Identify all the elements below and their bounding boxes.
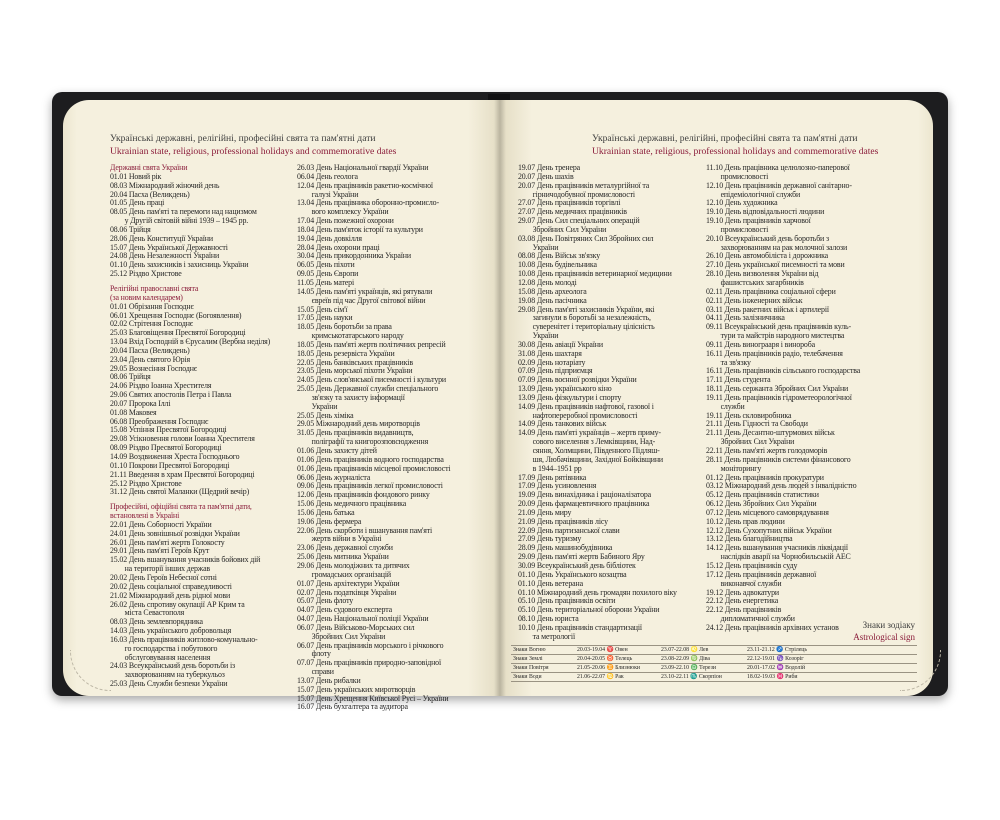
date-entry: вого комплексу України <box>297 207 389 217</box>
date-entry: 30.09 Всеукраїнський день бібліотек <box>518 560 636 570</box>
date-entry: 17.09 День рятівника <box>518 472 587 482</box>
section-heading: Професійні, офіційні свята та пам'ятні дати, <box>110 502 252 512</box>
date-entry: 20.10 Всеукраїнський день боротьби з <box>706 233 829 243</box>
date-entry: 14.09 День пам'яті українців – жертв приму- <box>518 428 661 438</box>
zodiac-element-label: Знаки Повітря <box>513 665 549 671</box>
date-entry: моніторингу <box>706 463 762 473</box>
zodiac-sign-cell: 21.05-20.06 ♊ Близнюки <box>577 665 641 671</box>
date-entry: 31.08 День шахтаря <box>518 348 582 358</box>
date-entry: 19.04 День довкілля <box>297 233 362 243</box>
date-entry: 21.02 Міжнародний день рідної мови <box>110 590 231 600</box>
section-heading: Державні свята України <box>110 163 188 172</box>
date-entry: кримськотатарського народу <box>297 331 404 341</box>
date-entry: 13.09 День українського кіно <box>518 384 612 394</box>
date-entry: епідеміологічної служби <box>706 189 801 199</box>
date-entry: 01.12 День працівників прокуратури <box>706 472 824 482</box>
date-entry: 08.06 Трійця <box>110 372 151 382</box>
zodiac-sign-cell: 23.09-22.10 ♎ Терези <box>661 665 716 671</box>
date-entry: 24.12 День працівників архівних установ <box>706 622 839 632</box>
date-entry: 06.07 День працівників морського і річкового <box>297 640 444 650</box>
date-entry: 30.04 День прикордонника України <box>297 251 411 261</box>
date-entry: 29.06 Святих апостолів Петра і Павла <box>110 390 232 400</box>
date-entry: України <box>518 242 559 252</box>
date-entry: 02.11 День інженерних військ <box>706 295 803 305</box>
date-entry: 02.11 День працівника соціальної сфери <box>706 286 836 296</box>
zodiac-sign-cell: 18.02-19.03 ♓ Риби <box>747 674 798 680</box>
date-entry: обслуговування населення <box>110 652 211 662</box>
date-entry: 06.12 День Збройних Сил України <box>706 499 817 509</box>
date-entry: 25.12 Різдво Христове <box>110 269 182 279</box>
date-entry: служби <box>706 401 745 411</box>
zodiac-sign-cell: 23.07-22.08 ♌ Лев <box>661 647 709 653</box>
date-entry: 15.06 День батька <box>297 507 355 517</box>
date-entry: 15.07 День Української Державності <box>110 242 228 252</box>
date-entry: 21.11 День Десантно-штурмових військ <box>706 428 835 438</box>
zodiac-row <box>511 664 917 673</box>
left-heading-ukrainian: Українські державні, релігійні, професійні свята та пам'ятні дати <box>110 133 376 144</box>
date-entry: 19.07 День тренера <box>518 163 580 172</box>
date-entry: тури та майстрів народного мистецтва <box>706 331 845 341</box>
date-entry: 02.02 Стрітення Господнє <box>110 319 194 329</box>
date-entry: 06.01 Хрещення Господнє (Богоявлення) <box>110 310 242 320</box>
date-entry: 15.07 День українських миротворців <box>297 684 416 694</box>
date-entry: сяння, Холмщини, Південного Підляш- <box>518 446 660 455</box>
date-entry: 07.07 День працівників природно-заповідної <box>297 658 442 668</box>
date-entry: 14.09 День працівників нафтової, газової і <box>518 401 654 411</box>
date-entry: 03.12 Міжнародний день людей з інвалідністю <box>706 481 857 491</box>
right-heading-ukrainian: Українські державні, релігійні, професійні свята та пам'ятні дати <box>592 133 858 144</box>
date-entry: 05.12 День працівників статистики <box>706 490 819 500</box>
zodiac-row <box>511 646 917 655</box>
date-entry: 24.08 День Незалежності України <box>110 251 220 261</box>
date-entry: 19.12 День адвокатури <box>706 587 779 597</box>
date-entry: 17.05 День науки <box>297 313 353 323</box>
date-entry: 23.06 День державної служби <box>297 543 393 553</box>
zodiac-element-label: Знаки Землі <box>513 656 543 662</box>
date-entry: 21.09 День працівників лісу <box>518 516 608 526</box>
zodiac-sign-cell: 23.08-22.09 ♍ Діва <box>661 656 710 662</box>
date-entry: 14.09 День танкових військ <box>518 419 607 429</box>
date-entry: 22.12 День працівників <box>706 605 782 615</box>
date-entry: 19.11 День працівників гідрометеорологічної <box>706 392 852 402</box>
date-entry: 24.05 День слов'янської писемності і культури <box>297 375 446 385</box>
date-entry: 29.07 День Сил спеціальних операцій <box>518 216 640 226</box>
date-entry: 13.07 День рибалки <box>297 675 361 685</box>
date-entry: Збройних Сил України <box>518 224 607 234</box>
date-entry: галузі України <box>297 189 359 199</box>
zodiac-row <box>511 673 917 682</box>
date-entry: 25.05 День Державної служби спеціального <box>297 384 439 394</box>
date-entry: та метрології <box>518 631 575 641</box>
date-entry: 05.07 День флоту <box>297 596 354 606</box>
zodiac-sign-cell: 21.06-22.07 ♋ Рак <box>577 674 624 680</box>
date-entry: 04.11 День залізничника <box>706 313 785 323</box>
date-entry: 01.10 День ветерана <box>518 578 583 588</box>
date-entry: 15.05 День сім'ї <box>297 304 348 314</box>
date-entry: жертв війни в Україні <box>297 534 382 544</box>
date-entry: дипломатичної служби <box>706 614 795 624</box>
date-entry: 22.11 День пам'яті жертв голодоморів <box>706 446 828 455</box>
date-entry: 02.09 День нотаріату <box>518 357 586 367</box>
date-entry: 18.11 День сержанта Збройних Сил України <box>706 384 849 394</box>
date-entry: 27.10 День української писемності та мови <box>706 260 845 270</box>
date-entry: 16.03 День працівників житлово-комунально- <box>110 634 258 644</box>
date-entry: 31.12 День святої Маланки (Щедрий вечір) <box>110 487 250 497</box>
date-entry: 19.10 День працівників харчової <box>706 216 811 226</box>
date-entry: 25.03 Благовіщення Пресвятої Богородиці <box>110 328 246 338</box>
date-entry: 07.12 День місцевого самоврядування <box>706 507 829 517</box>
date-entry: 25.03 День Служби безпеки України <box>110 679 228 689</box>
date-entry: 20.02 День Героїв Небесної сотні <box>110 572 217 582</box>
right-column-1 <box>518 164 708 642</box>
date-entry: 19.06 День фермера <box>297 516 362 526</box>
date-entry: 09.06 День працівників легкої промисловості <box>297 481 443 491</box>
date-entry: 20.07 День шахів <box>518 171 574 181</box>
date-entry: 17.04 День пожежної охорони <box>297 216 394 226</box>
date-entry: 24.06 Різдво Іоанна Хрестителя <box>110 381 212 391</box>
date-entry: 29.01 День пам'яті Героїв Крут <box>110 546 210 556</box>
date-entry: 18.05 День пам'яті жертв політичних репресій <box>297 339 446 349</box>
date-entry: загинули в боротьбі за незалежність, <box>518 313 651 323</box>
date-entry: 10.08 День будівельника <box>518 260 597 270</box>
date-entry: 22.09 День партизанської слави <box>518 525 620 535</box>
date-entry: 15.02 День вшанування учасників бойових дій <box>110 555 261 565</box>
date-entry: 08.03 День землевпорядника <box>110 617 203 627</box>
date-entry: 01.01 Новий рік <box>110 171 162 181</box>
zodiac-element-label: Знаки Вогню <box>513 647 546 653</box>
date-entry: 26.10 День автомобіліста і дорожника <box>706 251 829 261</box>
date-entry: 14.03 День українського добровольця <box>110 626 232 636</box>
date-entry: 19.08 День пасічника <box>518 295 587 305</box>
date-entry: 21.11 День Гідності та Свободи <box>706 419 808 429</box>
date-entry: міста Севастополя <box>110 608 185 618</box>
date-entry: виконавчої служби <box>706 578 782 588</box>
date-entry: 14.09 Воздвиження Хреста Господнього <box>110 452 240 461</box>
section-heading: встановлені в Україні <box>110 511 180 521</box>
date-entry: 11.05 День матері <box>297 277 354 287</box>
date-entry: 27.07 День медичних працівників <box>518 207 627 217</box>
date-entry: 26.03 День Національної гвардії України <box>297 163 429 172</box>
date-entry: 01.07 День архітектури України <box>297 578 400 588</box>
date-entry: у Другій світовій війні 1939 – 1945 рр. <box>110 216 249 226</box>
date-entry: 29.09 День пам'яті жертв Бабиного Яру <box>518 552 645 562</box>
date-entry: фашистських загарбників <box>706 277 804 287</box>
date-entry: 22.12 День енергетика <box>706 596 779 606</box>
date-entry: 13.04 Вхід Господній в Єрусалим (Вербна неділя) <box>110 337 271 347</box>
date-entry: 07.09 День воєнної розвідки України <box>518 375 637 385</box>
date-entry: 12.04 День працівників ракетно-космічної <box>297 180 433 190</box>
date-entry: 05.10 День працівників освіти <box>518 596 616 606</box>
left-heading-english: Ukrainian state, religious, professional holidays and commemorative dates <box>110 146 397 157</box>
date-entry: Збройних Сил України <box>706 437 795 447</box>
date-entry: го господарства і побутового <box>110 643 218 653</box>
date-entry: промисловості <box>706 171 769 181</box>
date-entry: 29.06 День молодіжних та дитячих <box>297 560 410 570</box>
date-entry: на території інших держав <box>110 564 211 574</box>
date-entry: 20.04 Пасха (Великдень) <box>110 189 190 199</box>
date-entry: 15.06 День медичного працівника <box>297 499 407 509</box>
date-entry: та зв'язку <box>706 357 751 367</box>
zodiac-sign-cell: 20.01-17.02 ♒ Водолій <box>747 665 806 671</box>
date-entry: 14.05 День пам'яті українців, які рятували <box>297 286 433 296</box>
date-entry: 27.07 День працівників торгівлі <box>518 198 621 208</box>
date-entry: 17.11 День студента <box>706 375 771 385</box>
date-entry: 24.03 Всеукраїнський день боротьби із <box>110 661 235 671</box>
date-entry: 01.10 Міжнародний день громадян похилого віку <box>518 587 677 597</box>
date-entry: 23.05 День морської піхоти України <box>297 366 413 376</box>
date-entry: 15.12 День працівників суду <box>706 560 798 570</box>
date-entry: в 1944–1951 рр <box>518 463 582 473</box>
date-entry: 24.01 День зовнішньої розвідки України <box>110 528 240 538</box>
zodiac-sign-cell: 23.11-21.12 ♐ Стрілець <box>747 647 808 653</box>
date-entry: 06.08 Преображення Господнє <box>110 416 209 426</box>
date-entry: 25.06 День митника України <box>297 552 389 562</box>
date-entry: 19.10 День відповідальності людини <box>706 207 825 217</box>
date-entry: 08.05 День пам'яті та перемоги над нацизмом <box>110 207 257 217</box>
date-entry: 08.09 Різдво Пресвятої Богородиці <box>110 443 222 453</box>
date-entry: України <box>518 331 559 341</box>
zodiac-sign-cell: 23.10-22.11 ♏ Скорпіон <box>661 674 722 680</box>
zodiac-sign-cell: 22.12-19.01 ♑ Козоріг <box>747 656 804 662</box>
date-entry: 28.10 День визволення України від <box>706 269 819 279</box>
date-entry: 30.08 День авіації України <box>518 339 603 349</box>
zodiac-title-ukrainian: Знаки зодіаку <box>862 620 915 630</box>
date-entry: 28.09 День машинобудівника <box>518 543 613 553</box>
date-entry: 28.06 День Конституції України <box>110 233 213 243</box>
date-entry: 12.10 День працівників державної санітарно- <box>706 180 852 190</box>
date-entry: 11.10 День працівника целюлозно-паперової <box>706 163 850 172</box>
date-entry: 26.02 День спротиву окупації АР Крим та <box>110 599 245 609</box>
zodiac-sign-cell: 20.04-20.05 ♉ Телець <box>577 656 633 662</box>
date-entry: 08.10 День юриста <box>518 614 579 624</box>
date-entry: 16.11 День працівників радіо, телебачення <box>706 348 843 358</box>
date-entry: 03.11 День ракетних військ і артилерії <box>706 304 829 314</box>
date-entry: 12.08 День молоді <box>518 277 577 287</box>
right-column-2 <box>706 164 906 633</box>
date-entry: 05.10 День територіальної оборони України <box>518 605 660 615</box>
date-entry: 09.11 День винограаря і винороба <box>706 339 815 349</box>
date-entry: 03.08 День Повітряних Сил Збройних сил <box>518 233 654 243</box>
date-entry: 16.11 День працівників сільського господарства <box>706 366 861 376</box>
date-entry: 09.11 Всеукраїнський день працівників куль- <box>706 322 851 332</box>
date-entry: 08.03 Міжнародний жіночий день <box>110 180 220 190</box>
date-entry: нафтопереробної промисловості <box>518 410 638 420</box>
date-entry: 01.06 День працівників місцевої промисловості <box>297 463 451 473</box>
date-entry: 18.05 День боротьби за права <box>297 322 392 332</box>
date-entry: поліграфії та книгорозповсюдження <box>297 437 429 447</box>
section-heading: (за новим календарем) <box>110 292 183 302</box>
date-entry: 29.05 Міжнародний день миротворців <box>297 419 420 429</box>
date-entry: 13.09 День фізкультури і спорту <box>518 392 622 402</box>
date-entry: сового виселення з Лемківщини, Над- <box>518 437 656 447</box>
zodiac-table <box>511 645 917 682</box>
date-entry: 08.08 День Військ зв'язку <box>518 251 601 261</box>
date-entry: 13.12 День благодійництва <box>706 534 793 544</box>
date-entry: 15.07 День Хрещення Київської Русі – України <box>297 693 449 703</box>
date-entry: 10.08 День працівників ветеринарної медицини <box>518 269 672 279</box>
date-entry: 19.09 День винахідника і раціоналізатора <box>518 490 652 500</box>
date-entry: 20.04 Пасха (Великдень) <box>110 345 190 355</box>
date-entry: 28.11 День працівників системи фінансового <box>706 454 851 464</box>
date-entry: 29.08 Усікновення голови Іоанна Хрестителя <box>110 434 255 444</box>
zodiac-title-english: Astrological sign <box>853 632 915 642</box>
date-entry: 10.10 День працівників стандартизації <box>518 622 642 632</box>
date-entry: 12.10 День художника <box>706 198 778 208</box>
date-entry: 22.05 День банківських працівників <box>297 357 413 367</box>
date-entry: 19.11 День скловиробника <box>706 410 792 420</box>
zodiac-row <box>511 655 917 664</box>
date-entry: 12.06 День працівників фондового ринку <box>297 490 430 500</box>
section-heading: Релігійні православні свята <box>110 283 199 293</box>
date-entry: промисловості <box>706 224 769 234</box>
date-entry: 12.12 День Сухопутних військ України <box>706 525 832 535</box>
date-entry: 15.08 Успіння Пресвятої Богородиці <box>110 425 227 435</box>
date-entry: наслідків аварії на Чорнобильській АЕС <box>706 552 851 562</box>
date-entry: 01.06 День працівників водного господарства <box>297 454 444 464</box>
date-entry: 06.04 День геолога <box>297 171 358 181</box>
date-entry: 25.05 День хіміка <box>297 410 354 420</box>
date-entry: 25.12 Різдво Христове <box>110 478 182 488</box>
date-entry: 29.05 Вознесіння Господнє <box>110 363 198 373</box>
date-entry: 01.10 День Українського козацтва <box>518 569 627 579</box>
left-column-1 <box>110 164 300 689</box>
date-entry: 18.05 День резервіста України <box>297 348 395 358</box>
date-entry: громадських організацій <box>297 569 391 579</box>
date-entry: флоту <box>297 649 331 659</box>
date-entry: 29.08 День пам'яті захисників України, які <box>518 304 655 314</box>
date-entry: євреїв під час Другої світової війни <box>297 295 426 305</box>
date-entry: 20.09 День фармацевтичного працівника <box>518 499 650 509</box>
zodiac-sign-cell: 20.03-19.04 ♈ Овен <box>577 647 628 653</box>
date-entry: захворюванням на рак молочної залози <box>706 242 848 252</box>
date-entry: України <box>297 401 338 411</box>
date-entry: 06.06 День журналіста <box>297 472 371 482</box>
right-heading-english: Ukrainian state, religious, professional holidays and commemorative dates <box>592 146 879 157</box>
date-entry: 01.08 Маковея <box>110 407 157 417</box>
date-entry: 16.07 День бухгалтера та аудитора <box>297 702 408 712</box>
date-entry: шя, Любачівщини, Західної Бойківщини <box>518 454 663 464</box>
date-entry: 01.05 День праці <box>110 198 165 208</box>
date-entry: справи <box>297 667 334 677</box>
date-entry: 04.07 День Національної поліції України <box>297 614 429 624</box>
date-entry: 07.09 День підприємця <box>518 366 593 376</box>
date-entry: 21.09 День миру <box>518 507 572 517</box>
date-entry: 01.10 День захисників і захисниць України <box>110 260 249 270</box>
date-entry: 01.10 Покрови Пресвятої Богородиці <box>110 460 230 470</box>
date-entry: захворюванням на туберкульоз <box>110 670 225 680</box>
date-entry: 06.07 День Військово-Морських сил <box>297 622 415 632</box>
date-entry: 28.04 День охорони праці <box>297 242 380 252</box>
date-entry: 10.12 День прав людини <box>706 516 785 526</box>
date-entry: 04.07 День судового експерта <box>297 605 392 615</box>
date-entry: гірничодобувної промисловості <box>518 189 635 199</box>
date-entry: суверенітет і територіальну цілісність <box>518 322 655 332</box>
date-entry: 13.04 День працівника оборонно-промисло- <box>297 198 439 208</box>
date-entry: 27.09 День туризму <box>518 534 582 544</box>
date-entry: 20.07 День працівників металургійної та <box>518 180 650 190</box>
date-entry: Збройних Сил України <box>297 631 386 641</box>
date-entry: 01.06 День захисту дітей <box>297 446 377 455</box>
left-column-2 <box>297 164 497 712</box>
date-entry: 22.01 День Соборності України <box>110 519 212 529</box>
date-entry: 14.12 День вшанування учасників ліквідації <box>706 543 848 553</box>
date-entry: 21.11 Введення в храм Пресвятої Богородиці <box>110 469 255 479</box>
date-entry: 09.05 День Європи <box>297 269 359 279</box>
date-entry: 20.02 День соціальної справедливості <box>110 581 232 591</box>
date-entry: 08.06 Трійця <box>110 224 151 234</box>
date-entry: 20.07 Пророка Іллі <box>110 398 171 408</box>
date-entry: 15.08 День археолога <box>518 286 587 296</box>
date-entry: 01.01 Обрізання Господнє <box>110 301 194 311</box>
zodiac-element-label: Знаки Води <box>513 674 542 680</box>
date-entry: 31.05 День працівників видавництв, <box>297 428 414 438</box>
date-entry: 22.06 День скорботи і вшанування пам'яті <box>297 525 433 535</box>
date-entry: 17.12 День працівників державної <box>706 569 817 579</box>
date-entry: зв'язку та захисту інформації <box>297 392 405 402</box>
date-entry: 17.09 День усиновлення <box>518 481 597 491</box>
date-entry: 23.04 День святого Юрія <box>110 354 190 364</box>
date-entry: 18.04 День пам'яток історії та культури <box>297 224 423 234</box>
date-entry: 02.07 День податківця України <box>297 587 397 597</box>
date-entry: 06.05 День піхоти <box>297 260 355 270</box>
date-entry: 26.01 День пам'яті жертв Голокосту <box>110 537 225 547</box>
